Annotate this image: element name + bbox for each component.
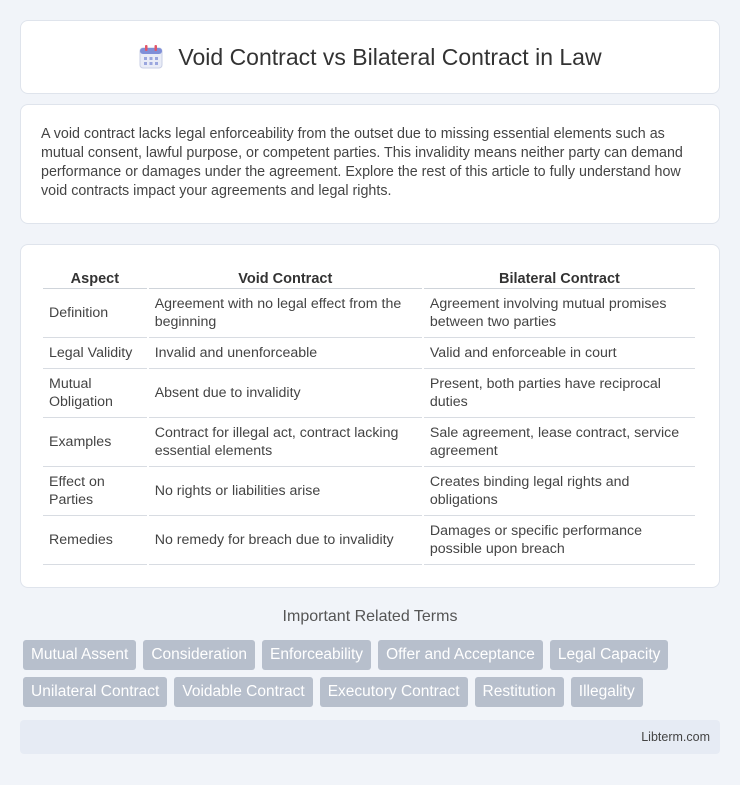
bilateral-cell: Agreement involving mutual promises between two parties (424, 289, 695, 338)
aspect-cell: Effect on Parties (43, 467, 147, 516)
aspect-cell: Mutual Obligation (43, 369, 147, 418)
header-void-contract: Void Contract (149, 265, 422, 289)
table-row (43, 516, 695, 565)
header-aspect: Aspect (43, 265, 147, 289)
table-row (43, 369, 695, 418)
tag-legal-capacity[interactable]: Legal Capacity (550, 640, 669, 670)
bilateral-cell: Damages or specific performance possible upon breach (424, 516, 695, 565)
calendar-icon (138, 44, 164, 70)
aspect-cell: Definition (43, 289, 147, 338)
footer (20, 720, 720, 754)
related-terms-tags (23, 640, 723, 714)
table-row (43, 289, 695, 338)
bilateral-cell: Sale agreement, lease contract, service agreement (424, 418, 695, 467)
related-terms-title: Important Related Terms (282, 608, 458, 625)
header-card (20, 20, 720, 94)
table-row (43, 338, 695, 369)
tag-row (23, 640, 723, 670)
aspect-cell: Remedies (43, 516, 147, 565)
aspect-cell: Examples (43, 418, 147, 467)
void-cell: Contract for illegal act, contract lacking essential elements (149, 418, 422, 467)
header-bilateral-contract: Bilateral Contract (424, 265, 695, 289)
tag-executory-contract[interactable]: Executory Contract (320, 677, 468, 707)
bilateral-cell: Creates binding legal rights and obligations (424, 467, 695, 516)
void-cell: Invalid and unenforceable (149, 338, 422, 369)
comparison-table-card (20, 244, 720, 588)
intro-card (20, 104, 720, 224)
void-cell: Agreement with no legal effect from the beginning (149, 289, 422, 338)
footer-site-link[interactable]: Libterm.com (641, 730, 710, 744)
tag-consideration[interactable]: Consideration (143, 640, 255, 670)
aspect-cell: Legal Validity (43, 338, 147, 369)
tag-voidable-contract[interactable]: Voidable Contract (174, 677, 312, 707)
comparison-table (41, 265, 697, 565)
page-title: Void Contract vs Bilateral Contract in Law (178, 43, 602, 70)
tag-enforceability[interactable]: Enforceability (262, 640, 371, 670)
void-cell: No remedy for breach due to invalidity (149, 516, 422, 565)
table-row (43, 418, 695, 467)
tag-row (23, 677, 723, 707)
bilateral-cell: Valid and enforceable in court (424, 338, 695, 369)
intro-text: A void contract lacks legal enforceability from the outset due to missing essential elements such as mutual consent, lawful purpose, or competent parties. This invalidity means neither party can demand performance or damages under the agreement. Explore the rest of this article to fully understand how void contracts impact your agreements and legal rights. (41, 126, 683, 199)
tag-illegality[interactable]: Illegality (571, 677, 643, 707)
tag-unilateral-contract[interactable]: Unilateral Contract (23, 677, 167, 707)
table-row (43, 467, 695, 516)
tag-offer-and-acceptance[interactable]: Offer and Acceptance (378, 640, 543, 670)
bilateral-cell: Present, both parties have reciprocal duties (424, 369, 695, 418)
tag-mutual-assent[interactable]: Mutual Assent (23, 640, 136, 670)
tag-restitution[interactable]: Restitution (475, 677, 564, 707)
void-cell: Absent due to invalidity (149, 369, 422, 418)
void-cell: No rights or liabilities arise (149, 467, 422, 516)
